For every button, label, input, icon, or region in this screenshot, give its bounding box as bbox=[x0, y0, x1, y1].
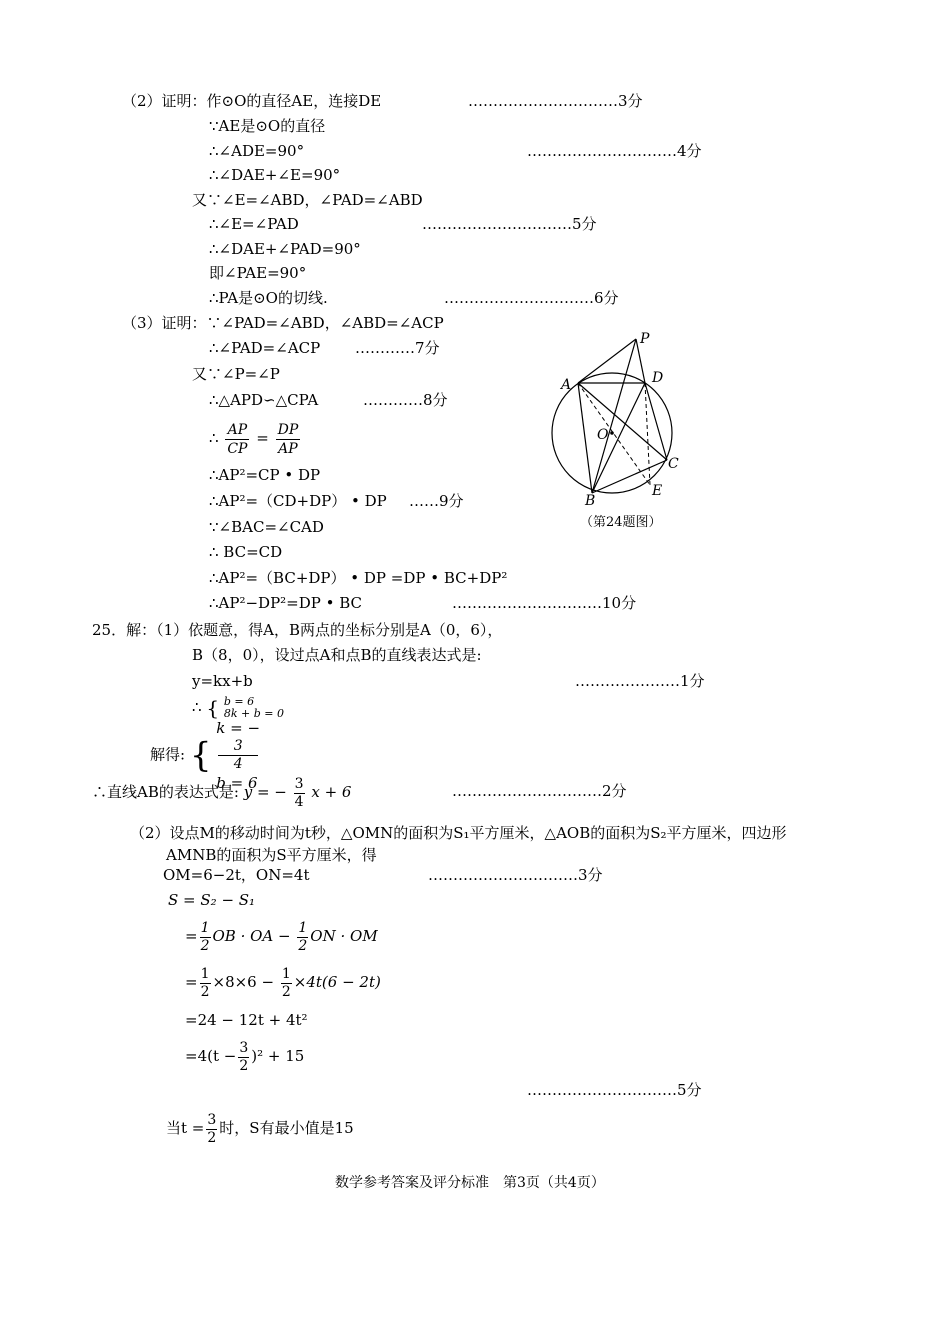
label-a: A bbox=[561, 377, 572, 393]
q24-2-line7: ∴∠DAE+∠PAD=90° bbox=[209, 240, 361, 258]
q24-2-line1: （2）证明：作⊙O的直径AE，连接DE bbox=[122, 92, 382, 110]
ab-label: ∴直线AB的表达式是: bbox=[92, 783, 239, 801]
score-5: …………………………5分 bbox=[422, 215, 597, 233]
segment-ac bbox=[578, 383, 667, 460]
q25-line1: 25．解：（1）依题意，得A，B两点的坐标分别是A（0，6）， bbox=[92, 621, 503, 639]
q24-3-line3: 又∵∠P=∠P bbox=[192, 365, 280, 383]
score-7: …………7分 bbox=[355, 339, 440, 357]
q25-2-line2: AMNB的面积为S平方厘米，得 bbox=[166, 846, 377, 864]
final-line bbox=[166, 1106, 354, 1150]
score-8: …………8分 bbox=[363, 391, 448, 409]
q25-2-line3: OM=6−2t，ON=4t bbox=[163, 866, 310, 884]
fraction-half-3: $\frac{1}{2}$ bbox=[200, 965, 210, 1000]
q24-3-line1: （3）证明：∵∠PAD=∠ABD，∠ABD=∠ACP bbox=[122, 314, 444, 332]
system-therefore: ∴ bbox=[192, 698, 202, 716]
label-p: P bbox=[640, 331, 650, 347]
q24-3-line4: ∴△APD∽△CPA bbox=[209, 391, 319, 409]
q25-line3: y=kx+b bbox=[192, 672, 253, 690]
ab-y: y = − bbox=[243, 783, 287, 801]
fraction-3-4-ab: $\frac{3}{4}$ bbox=[294, 775, 304, 810]
q25-line2: B（8，0），设过点A和点B的直线表达式是: bbox=[192, 646, 482, 664]
fraction-3-4-k: 3 4 bbox=[218, 738, 258, 773]
ratio-equals: = bbox=[256, 429, 269, 447]
q25-system: ∴ { b = 6 8k + b = 0 bbox=[192, 695, 284, 720]
q24-2-line4: ∴∠DAE+∠E=90° bbox=[209, 166, 341, 184]
q24-2-line8: 即∠PAE=90° bbox=[209, 264, 307, 282]
eq3-product: ×8×6 − bbox=[212, 973, 275, 991]
solution-k: k = − bbox=[216, 719, 261, 737]
q24-3-line9: ∴ BC=CD bbox=[209, 543, 283, 561]
eq2-ob-oa: OB · OA − bbox=[212, 927, 291, 945]
system-eq1: b = 6 bbox=[223, 695, 255, 708]
label-o: O bbox=[597, 427, 609, 443]
label-c: C bbox=[668, 456, 679, 472]
fraction-half-1: $\frac{1}{2}$ bbox=[200, 919, 210, 954]
score-4: …………………………4分 bbox=[527, 142, 702, 160]
q25-solution: 解得: { k = − 3 4 b = 6 bbox=[150, 719, 261, 792]
final-when: 当t = bbox=[166, 1119, 205, 1137]
fraction-ap-cp: $\frac{AP}{CP}$ bbox=[227, 421, 248, 457]
eq-s: S = S₂ − S₁ bbox=[168, 891, 256, 909]
label-d: D bbox=[652, 370, 664, 386]
q24-3-line8: ∵∠BAC=∠CAD bbox=[209, 518, 324, 536]
eq3-equals: = bbox=[185, 973, 198, 991]
q24-2-line6: ∴∠E=∠PAD bbox=[209, 215, 299, 233]
q25-2-line1: （2）设点M的移动时间为t秒，△OMN的面积为S₁平方厘米，△AOB的面积为S₂平方厘米，四边形 bbox=[130, 824, 787, 842]
score-1: …………………1分 bbox=[575, 672, 705, 690]
score-6: …………………………6分 bbox=[444, 289, 619, 307]
system-eq2: 8k + b = 0 bbox=[223, 707, 284, 720]
page-footer: 数学参考答案及评分标准 第3页（共4页） bbox=[335, 1175, 605, 1191]
q24-3-line11: ∴AP²−DP²=DP • BC bbox=[209, 594, 363, 612]
q24-2-line9: ∴PA是⊙O的切线. bbox=[209, 289, 328, 307]
fraction-half-2: $\frac{1}{2}$ bbox=[298, 919, 308, 954]
score-9: ……9分 bbox=[409, 492, 464, 510]
ab-rest: x + 6 bbox=[311, 783, 352, 801]
score-5b: …………………………5分 bbox=[527, 1081, 702, 1099]
eq5-start: =4(t − bbox=[185, 1047, 237, 1065]
q24-2-line2: ∵AE是⊙O的直径 bbox=[209, 117, 326, 135]
q24-2-line3: ∴∠ADE=90° bbox=[209, 142, 305, 160]
final-result: 时，S有最小值是15 bbox=[219, 1119, 354, 1137]
q24-3-ratio bbox=[209, 416, 302, 460]
score-3b: …………………………3分 bbox=[428, 866, 603, 884]
figure-caption: （第24题图） bbox=[580, 515, 662, 530]
fraction-half-4: $\frac{1}{2}$ bbox=[281, 965, 291, 1000]
segment-ap bbox=[578, 339, 636, 383]
fraction-3-2-a: $\frac{3}{2}$ bbox=[239, 1039, 249, 1074]
q24-2-line5: 又∵∠E=∠ABD，∠PAD=∠ABD bbox=[192, 191, 423, 209]
score-10: …………………………10分 bbox=[452, 594, 637, 612]
ratio-therefore: ∴ bbox=[209, 429, 219, 447]
q24-3-line6: ∴AP²=CP • DP bbox=[209, 466, 321, 484]
solution-label: 解得: bbox=[150, 745, 186, 764]
eq-line4: =24 − 12t + 4t² bbox=[185, 1011, 308, 1029]
label-b: B bbox=[585, 493, 596, 509]
fraction-3-2-b: $\frac{3}{2}$ bbox=[207, 1111, 217, 1146]
q24-3-line10: ∴AP²=（BC+DP） • DP =DP • BC+DP² bbox=[209, 569, 508, 587]
fraction-dp-ap: $\frac{DP}{AP}$ bbox=[277, 421, 299, 457]
segment-ab bbox=[578, 383, 592, 493]
eq5-end: )² + 15 bbox=[251, 1047, 305, 1065]
q24-3-line2: ∴∠PAD=∠ACP bbox=[209, 339, 321, 357]
center-dot bbox=[610, 431, 614, 435]
q24-3-line7: ∴AP²=（CD+DP） • DP bbox=[209, 492, 387, 510]
label-e: E bbox=[652, 483, 663, 499]
score-3: …………………………3分 bbox=[468, 92, 643, 110]
eq-line5 bbox=[185, 1034, 304, 1078]
score-2: …………………………2分 bbox=[452, 782, 627, 800]
q25-line-ab bbox=[92, 772, 351, 812]
eq3-tail: ×4t(6 − 2t) bbox=[293, 973, 381, 991]
eq-line3 bbox=[185, 960, 381, 1004]
eq2-equals: = bbox=[185, 927, 198, 945]
eq2-on-om: ON · OM bbox=[310, 927, 378, 945]
circle-figure bbox=[550, 325, 690, 515]
eq-line2 bbox=[185, 914, 378, 958]
solution-b: b = 6 bbox=[216, 774, 258, 792]
